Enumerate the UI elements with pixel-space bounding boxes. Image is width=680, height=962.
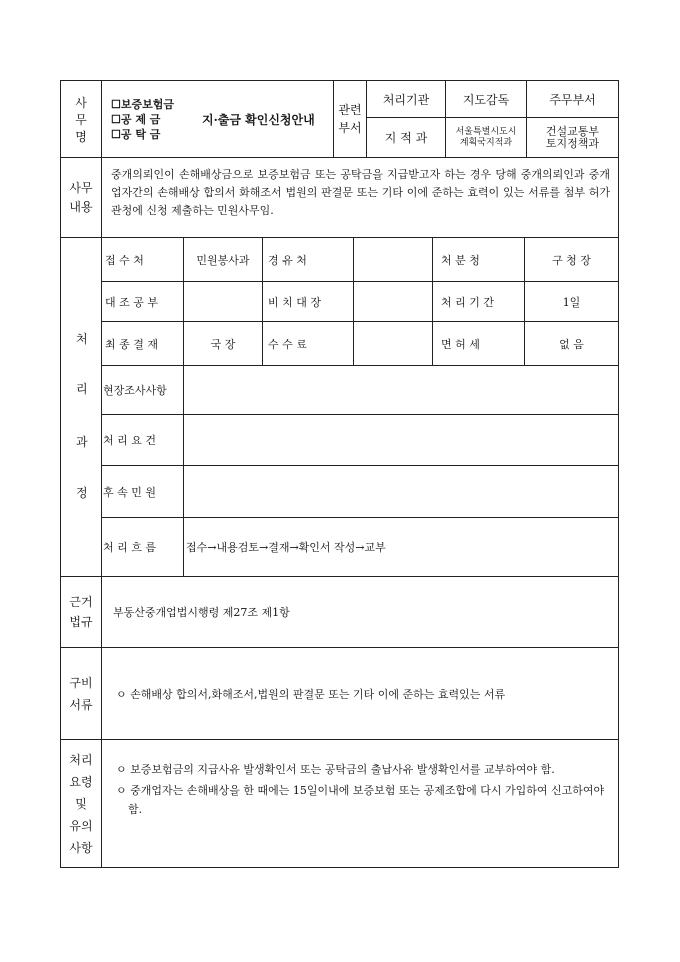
label-register: 비 치 대 장 (262, 281, 354, 322)
label-requirements: 처 리 요 건 (101, 414, 184, 466)
notes-text (101, 739, 619, 868)
dept-head-main: 주무부서 (526, 80, 619, 118)
related-dept-label: 관련 부서 (333, 80, 367, 158)
value-ledger (183, 281, 263, 322)
value-site-survey (183, 365, 619, 415)
label-final-approval: 최 종 결 재 (101, 321, 184, 366)
dept-val-supervision: 서울특별시도시 계획국지적과 (445, 117, 527, 158)
label-via: 경 유 처 (262, 237, 354, 282)
label-license-tax: 면 허 세 (432, 321, 525, 366)
desc-text: 중개의뢰인이 손해배상금으로 보증보험금 또는 공탁금을 지급받고자 하는 경우 당해 중개의뢰인과 중개업자간의 손해배상 합의서 화해조서 법원의 판결문 또는 기타 이에 준하는 효력이 있는 서류를 첨부 허가관청에 신청 제출하는 민원사무임. (101, 157, 619, 238)
option-list (111, 97, 174, 142)
value-register (353, 281, 433, 322)
option-mutual[interactable]: ☐공 제 금 (111, 113, 161, 126)
value-follow-up (183, 465, 619, 518)
header-title-cell (101, 80, 334, 158)
label-reception: 접 수 처 (101, 237, 184, 282)
law-text: 부동산중개업법시행령 제27조 제1항 (101, 576, 619, 648)
form-title: 지·출금 확인신청안내 (202, 113, 315, 127)
value-reception: 민원봉사과 (183, 237, 263, 282)
label-flow: 처 리 흐 름 (101, 517, 184, 577)
law-label: 근거 법규 (60, 576, 102, 648)
option-deposit[interactable]: ☐공 탁 금 (111, 128, 161, 141)
dept-head-supervision: 지도감독 (445, 80, 527, 118)
value-flow: 접수→내용검토→결재→확인서 작성→교부 (183, 517, 619, 577)
value-fee (353, 321, 433, 366)
label-period: 처 리 기 간 (432, 281, 525, 322)
desc-label: 사무 내용 (60, 157, 102, 238)
checkbox[interactable]: ☐ (111, 113, 121, 126)
label-follow-up: 후 속 민 원 (101, 465, 184, 518)
value-final-approval: 국 장 (183, 321, 263, 366)
process-label: 처 리 과 정 (60, 237, 102, 577)
label-site-survey: 현장조사사항 (101, 365, 184, 415)
label-disposer: 처 분 청 (432, 237, 525, 282)
notes-label: 처리 요령 및 유의 사항 (60, 739, 102, 868)
docs-label: 구비 서류 (60, 647, 102, 740)
label-ledger: 대 조 공 부 (101, 281, 184, 322)
value-requirements (183, 414, 619, 466)
header-label: 사 무 명 (60, 80, 102, 158)
docs-text: ㅇ 손해배상 합의서,화해조서,법원의 판결문 또는 기타 이에 준하는 효력있는 서류 (101, 647, 619, 740)
value-license-tax: 없 음 (524, 321, 619, 366)
value-period: 1일 (524, 281, 619, 322)
note-item: ㅇ 보증보험금의 지급사유 발생확인서 또는 공탁금의 출납사유 발생확인서를 교부하여야 함. (116, 763, 555, 776)
dept-head-processing: 처리기관 (366, 80, 446, 118)
value-via (353, 237, 433, 282)
label-fee: 수 수 료 (262, 321, 354, 366)
option-bond[interactable]: ☐보증보험금 (111, 98, 175, 111)
note-item: ㅇ 중개업자는 손해배상을 한 때에는 15일이내에 보증보험 또는 공제조합에 다시 가입하여 신고하여야 함. (116, 784, 605, 816)
dept-val-processing: 지 적 과 (366, 117, 446, 158)
checkbox[interactable]: ☐ (111, 98, 121, 111)
dept-val-main: 건설교통부 토지정책과 (526, 117, 619, 158)
value-disposer: 구 청 장 (524, 237, 619, 282)
checkbox[interactable]: ☐ (111, 128, 121, 141)
